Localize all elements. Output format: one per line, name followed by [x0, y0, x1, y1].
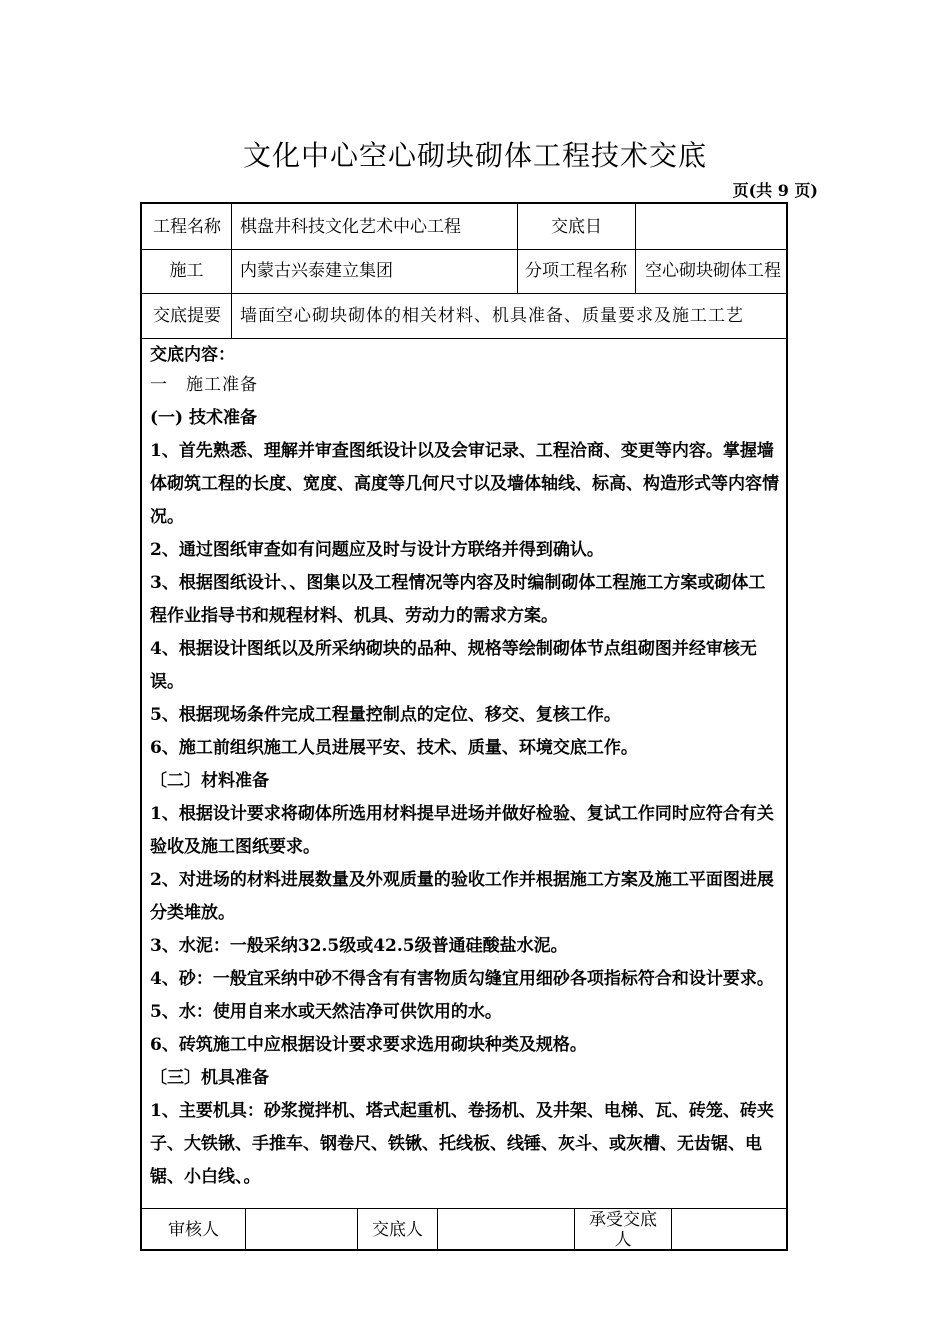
construction-unit-value: 内蒙古兴泰建立集团: [240, 261, 393, 281]
document-title: 文化中心空心砌块砌体工程技术交底: [242, 139, 707, 172]
summary-value: 墙面空心砌块砌体的相关材料、机具准备、质量要求及施工工艺: [240, 306, 744, 326]
receiver-value: [672, 1209, 786, 1251]
disclosure-date-label: 交底日: [551, 216, 602, 237]
content-paragraph: 3、根据图纸设计、、图集以及工程情况等内容及时编制砌体工程施工方案或砌体工程作业指导书和规程材料、机具、劳动力的需求方案。: [150, 573, 766, 626]
summary-label: 交底提要: [153, 306, 221, 326]
content-paragraph: 2、通过图纸审查如有问题应及时与设计方联络并得到确认。: [150, 540, 604, 560]
content-paragraph: 6、施工前组织施工人员进展平安、技术、质量、环境交底工作。: [150, 738, 638, 758]
disclosure-date-value: [636, 204, 786, 249]
disclosure-form: [140, 202, 788, 1251]
project-name-value: 棋盘井科技文化艺术中心工程: [240, 216, 461, 237]
content-paragraph: 〔三〕机具准备: [150, 1068, 269, 1088]
discloser-label: 交底人: [372, 1220, 423, 1240]
receiver-label: 承受交底人: [589, 1210, 657, 1250]
disclosure-content: [150, 341, 782, 1194]
content-paragraph: 1、首先熟悉、理解并审查图纸设计以及会审记录、工程洽商、变更等内容。掌握墙体砌筑工程的长度、宽度、高度等几何尺寸以及墙体轴线、标高、构造形式等内容情况。: [150, 441, 779, 527]
content-label: 交底内容：: [150, 345, 235, 365]
content-paragraph: 4、根据设计图纸以及所采纳砌块的品种、规格等绘制砌体节点组砌图并经审核无误。: [150, 639, 757, 692]
content-paragraph: 4、砂：一般宜采纳中砂不得含有有害物质勾缝宜用细砂各项指标符合和设计要求。5、水：使用自来水或天然洁净可供饮用的水。: [150, 969, 774, 1022]
project-name-label: 工程名称: [153, 217, 221, 237]
column-divider: [574, 1208, 575, 1251]
content-paragraph: 〔二〕材料准备: [150, 771, 269, 791]
content-paragraph: 6、砖筑施工中应根据设计要求要求选用砌块种类及规格。: [150, 1035, 587, 1055]
page-count: 页(共 9 页): [732, 181, 818, 200]
content-paragraph: 2、对进场的材料进展数量及外观质量的验收工作并根据施工方案及施工平面图进展分类堆放。: [150, 870, 774, 923]
reviewer-value: [246, 1209, 357, 1251]
content-paragraph: 5、根据现场条件完成工程量控制点的定位、移交、复核工作。: [150, 705, 621, 725]
subitem-name-label: 分项工程名称: [525, 261, 627, 281]
section-title: 一 施工准备: [150, 375, 258, 395]
content-paragraph: 1、主要机具：砂浆搅拌机、塔式起重机、卷扬机、及井架、电梯、瓦、砖笼、砖夹子、大铁锹、手推车、钢卷尺、铁锹、托线板、线锤、灰斗、或灰槽、无齿锯、电锯、小白线、。: [150, 1101, 774, 1187]
reviewer-label: 审核人: [168, 1220, 219, 1240]
construction-label: 施工: [169, 261, 204, 281]
content-paragraph: 3、水泥：一般采纳32.5级或42.5级普通硅酸盐水泥。: [150, 936, 568, 956]
content-paragraph: 1、根据设计要求将砌体所选用材料提早进场并做好检验、复试工作同时应符合有关验收及施工图纸要求。: [150, 804, 774, 857]
subitem-name-value: 空心砌块砌体工程: [645, 261, 781, 281]
row-divider: [142, 338, 786, 339]
content-paragraph: (一) 技术准备: [150, 408, 258, 428]
discloser-value: [438, 1209, 574, 1251]
